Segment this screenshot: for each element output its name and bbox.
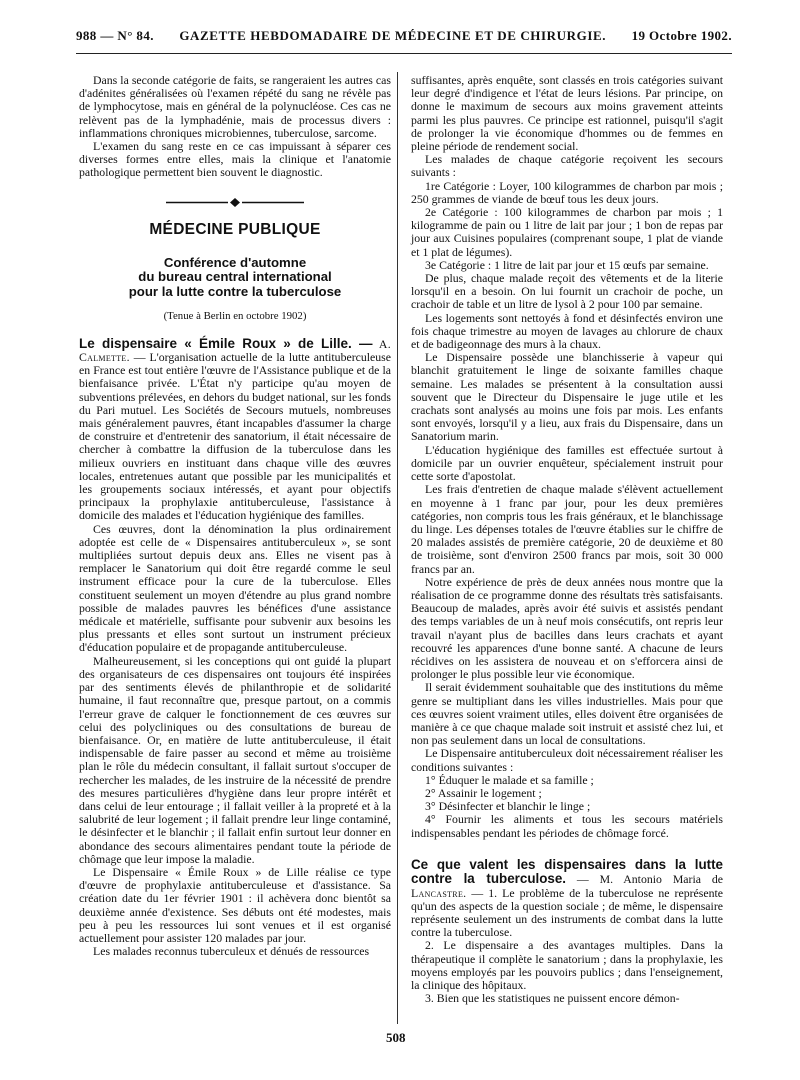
footer-page-number: 508 [386,1030,406,1045]
article-1-lead-text: — L'organisation actuelle de la lutte antituberculeuse en France est tout entière l'œuvre de l'Assistance publique et de la bienfaisance privée. L'État n'y participe qu'au moyen de subventions prélevées, en dehors du budget national, sur les fonds du Pari mutuel. Les Sociétés de Secours mutuels, nombreuses mais généralement pauvres, étant incapables d'assumer la charge de construire et d'entretenir des sanatorium, il était nécessaire de chercher à combattre la diffusion de la tuberculose dans les milieux ouvriers en instituant dans chaque ville des œuvres locales, entretenues autant que possible par les municipalités et les groupements sociaux intéressés, et ayant pour objectifs principaux la prophylaxie antituberculeuse, l'assistance à domicile des malades et l'éducation hygiénique des familles. [79,350,391,523]
condition-item: 2° Assainir le logement ; [425,785,542,800]
intro-paragraph-2: L'examen du sang reste en ce cas impuissant à séparer ces diverses formes entre elles, mais la clinique et l'anatomie pathologique permettent bien souvent le diagnostic. [79,139,391,180]
article-1-paragraph: De plus, chaque malade reçoit des vêtements et de la literie lorsqu'il en a besoin. On lui fournit un crachoir de poche, un crachoir de table et un litre de lysol à 2 pour 100 par semaine. [411,271,723,312]
category-item: 2e Catégorie : 100 kilogrammes de charbon par mois ; 1 kilogramme de pain ou 1 litre de lait par jour ; 1 bon de repas par jour aux Cuisines populaires (comprenant soupe, 1 plat de viande et 1 plat de légumes). [411,205,723,259]
article-1-paragraph: Le Dispensaire possède une blanchisserie à vapeur qui blanchit gratuitement le linge de soixante familles chaque semaine. Les malades se présentent à la consultation aussi souvent que le Directeur du Dispensaire le juge utile et les crachats sont analysés au moins une fois par mois. Les enfants sont envoyés, lorsqu'il y a lieu, aux frais du Dispensaire, dans un Sanatorium marin. [411,350,723,444]
article-1-heading: Le dispensaire « Émile Roux » de Lille. — [79,335,373,351]
article-1-author: A. Calmette. [79,336,391,365]
conference-title [79,256,391,300]
header-journal-title: GAZETTE HEBDOMADAIRE DE MÉDECINE ET DE CHIRURGIE. [179,28,607,43]
category-item: 1re Catégorie : Loyer, 100 kilogrammes de charbon par mois ; 250 grammes de viande de bœuf tous les deux jours. [411,178,723,206]
article-2-heading: Ce que valent les dispensaires dans la lutte contre la tuberculose. [411,856,723,887]
article-1-lead [79,337,391,523]
article-1-paragraph: L'éducation hygiénique des familles est effectuée surtout à domicile par un ouvrier enquêteur, spécialement instruit pour cette sorte d'apostolat. [411,442,723,484]
right-column [411,74,723,1005]
intro-paragraph-1: Dans la seconde catégorie de faits, se rangeraient les autres cas d'adénites généralisées où l'examen répété du sang ne révèle pas de lymphocytose, mais en général de la polynucléose. Ces cas ne relèvent pas de la lymphadénie, mais de processus divers : inflammations chroniques microbiennes, tuberculose, sarcome. [79,73,391,140]
article-2-paragraph: 3. Bien que les statistiques ne puissent encore démon- [425,991,680,1006]
article-1-paragraph: Le Dispensaire « Émile Roux » de Lille réalise ce type d'œuvre de prophylaxie antituberculeuse et d'assistance. Sa création date du 1er février 1901 : il achèvera donc bientôt sa deuxième année d'existence. Ses débuts ont été modestes, mais peu à peu les ressources lui sont venues et il est organisé actuellement pour assister 120 malades par jour. [79,864,391,945]
article-2-lead-text: — 1. Le problème de la tuberculose ne représente qu'un des aspects de la question sociale ; de même, le dispensaire représente seulement un des instruments de combat dans la lutte contre la tuberculose. [411,885,723,940]
conference-title-line-3: pour la lutte contre la tuberculose [128,284,342,300]
header-date: 19 Octobre 1902. [631,28,732,43]
conference-title-line-2: du bureau central international [138,269,332,285]
article-2-paragraph: 2. Le dispensaire a des avantages multiples. Dans la thérapeutique il complète le sanatorium ; dans la prophylaxie, les moyens employés par les pouvoirs publics ; dans l'enseignement, la clinique des hôpitaux. [411,938,723,993]
article-1-paragraph: Les frais d'entretien de chaque malade s'élèvent actuellement en moyenne à 1 franc par jour, pour les deux premières catégories, non compris tous les frais généraux, et le blanchissage du linge. Les dépenses totales de l'œuvre établies sur le chiffre de 20 malades assistés de première catégorie, 20 de deuxième et 80 de troisième, sont d'environ 2500 francs par mois, soit 30 000 francs par an. [411,482,723,576]
article-1-paragraph: Le Dispensaire antituberculeux doit nécessairement réaliser les conditions suivantes : [411,746,723,774]
article-1-paragraph: Les malades reconnus tuberculeux et dénués de ressources [93,944,370,959]
column-separator [397,72,398,1024]
ornamental-rule [166,198,304,207]
conference-subtitle: (Tenue à Berlin en octobre 1902) [163,309,307,322]
article-1-paragraph: Les malades de chaque catégorie reçoivent les secours suivants : [411,152,723,180]
condition-item: 4° Fournir les aliments et tous les secours matériels indispensables pendant les périodes de chômage forcé. [411,812,723,840]
article-1-paragraph: Ces œuvres, dont la dénomination la plus ordinairement adoptée est celle de « Dispensaires antituberculeux », se sont multipliées surtout depuis deux ans. Elles ne visent pas à remplacer le Sanatorium qui doit être regardé comme le seul instrument efficace pour la cure de la tuberculose. Elles constituent seulement un moyen d'étendre au plus grand nombre possible de malades pauvres les bénéfices d'une assistance médicale et matérielle, suffisante pour subvenir aux besoins les plus pressants et elles sont surtout un instrument précieux d'éducation populaire et de propagande antituberculeuse. [79,521,391,655]
condition-item: 1° Éduquer le malade et sa famille ; [425,772,594,787]
header-rule [76,53,732,54]
running-header [76,28,732,44]
conference-title-line-1: Conférence d'automne [163,254,307,270]
article-2-lead [411,858,723,940]
article-1-paragraph: Notre expérience de près de deux années nous montre que la réalisation de ce programme donne des résultats très satisfaisants. Beaucoup de malades, après avoir été suivis et assistés pendant des temps variables de un à neuf mois consécutifs, ont repris leur travail n'ayant plus de bacilles dans leurs crachats et ayant recouvré les apparences d'une bonne santé. A chacune de leurs récidives on les assistera de nouveau et on s'efforcera ainsi de prolonger le plus possible leur vie économique. [411,574,723,682]
article-1-paragraph: Il serait évidemment souhaitable que des institutions du même genre se multipliant dans les villes industrielles. Mais pour que ces œuvres soient vraiment utiles, elles doivent être organisées de manière à ce que chaque malade soit instruit et assisté chez lui, et non pas seulement dans un local de consultations. [411,680,723,748]
article-2-author: Lancastre. [411,885,467,900]
category-item: 3e Catégorie : 1 litre de lait par jour et 15 œufs par semaine. [425,257,709,272]
condition-item: 3° Désinfecter et blanchir le linge ; [425,799,591,814]
article-1-continued: suffisantes, après enquête, sont classés en trois catégories suivant leur degré d'indigence et l'état de leurs lésions. Par principe, on donne le maximum de secours aux moins gravement atteints parmi les plus pauvres. Ce principe est rationnel, puisqu'il s'agit de prolonger la vie économique d'hommes ou de femmes en pleine période de rendement social. [411,73,723,154]
article-spacer [411,840,723,858]
article-2-author-prefix: — M. Antonio Maria de [566,872,723,887]
article-1-paragraph: Les logements sont nettoyés à fond et désinfectés environ une fois chaque trimestre au moyen de lavages au chlorure de chaux et de badigeonnage des murs à la chaux. [411,310,723,352]
article-1-paragraph: Malheureusement, si les conceptions qui ont guidé la plupart des organisateurs de ces dispensaires ont toujours été inspirées par des sentiments élevés de philanthropie et de solidarité humaine, il faut reconnaître que, presque partout, on a commis l'erreur grave de calquer le fonctionnement de ces œuvres sur celui des polycliniques ou des consultations de bureau de bienfaisance. Or, en matière de lutte antituberculeuse, il était indispensable de faire passer au second et même au troisième plan le rôle du médecin consultant, il fallait surtout s'occuper de rechercher les malades, de les instruire de la nécessité de prendre des mesures particulières d'hygiène dans leur propre intérêt et dans celui de leur entourage ; il fallait veiller à la propreté et à la salubrité de leur logement ; il fallait prendre leur linge contaminé, le désinfecter et le blanchir ; il fallait enfin surtout leur donner en abondance des secours alimentaires pendant toute la période de chômage que leur impose la maladie. [79,653,391,866]
left-column [79,74,391,958]
section-title: MÉDECINE PUBLIQUE [149,220,321,238]
header-page-number: 988 — N° 84. [76,28,154,43]
